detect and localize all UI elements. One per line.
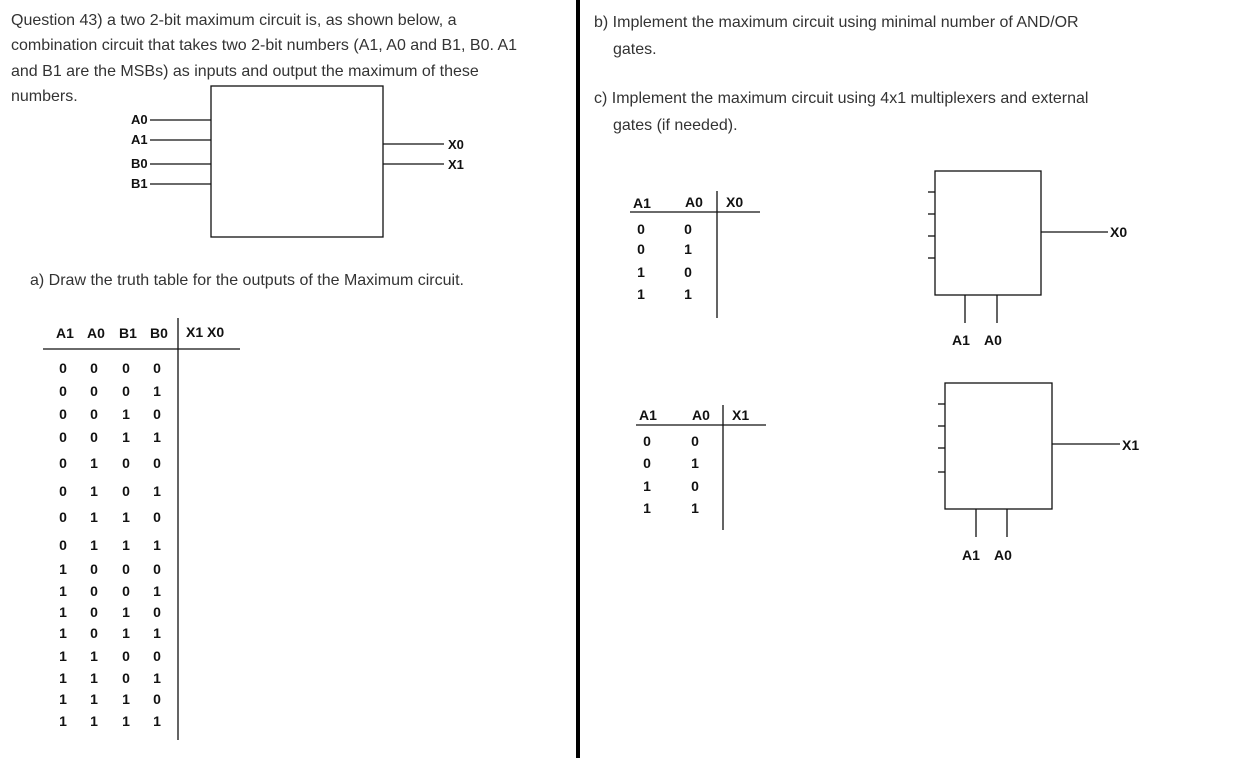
mux-x0-block bbox=[935, 171, 1041, 295]
truth-table-cell: 0 bbox=[153, 455, 161, 471]
truth-table-cell: 0 bbox=[90, 360, 98, 376]
label-x1: X1 bbox=[448, 157, 464, 172]
label-a0: A0 bbox=[131, 112, 148, 127]
truth-table-cell: 1 bbox=[122, 406, 130, 422]
truth-table-cell: 1 bbox=[59, 561, 67, 577]
mux-x0-table-cell: 1 bbox=[684, 241, 692, 257]
tt-header-a1: A1 bbox=[56, 325, 74, 341]
truth-table-cell: 1 bbox=[122, 604, 130, 620]
truth-table-cell: 0 bbox=[153, 360, 161, 376]
truth-table-cell: 0 bbox=[122, 455, 130, 471]
truth-table-cell: 1 bbox=[153, 583, 161, 599]
mux-x0-table-cell: 1 bbox=[637, 286, 645, 302]
truth-table-cell: 1 bbox=[59, 583, 67, 599]
max-circuit-block bbox=[211, 86, 383, 237]
truth-table-cell: 1 bbox=[90, 509, 98, 525]
mux-x0-header-a0: A0 bbox=[685, 194, 703, 210]
truth-table-cell: 0 bbox=[153, 561, 161, 577]
mux-x1-table-cell: 1 bbox=[691, 455, 699, 471]
truth-table-cell: 1 bbox=[59, 713, 67, 729]
truth-table-cell: 0 bbox=[59, 406, 67, 422]
truth-table-cell: 1 bbox=[59, 648, 67, 664]
tt-header-a0: A0 bbox=[87, 325, 105, 341]
truth-table-cell: 1 bbox=[59, 691, 67, 707]
question-line-1: Question 43) a two 2-bit maximum circuit is, as shown below, a bbox=[11, 12, 457, 29]
part-b-line-2: gates. bbox=[613, 41, 657, 58]
truth-table-cell: 0 bbox=[59, 383, 67, 399]
truth-table-cell: 1 bbox=[59, 625, 67, 641]
mux-x1-header-a1: A1 bbox=[639, 407, 657, 423]
mux-x1-output-label: X1 bbox=[1122, 437, 1140, 453]
question-line-3: and B1 are the MSBs) as inputs and output the maximum of these bbox=[11, 62, 479, 80]
truth-table-cell: 1 bbox=[153, 383, 161, 399]
tt-header-b0: B0 bbox=[150, 325, 168, 341]
truth-table-cell: 1 bbox=[90, 537, 98, 553]
mux-x0-table-cell: 0 bbox=[684, 264, 692, 280]
part-b-line-1: b) Implement the maximum circuit using minimal number of AND/OR bbox=[594, 14, 1079, 31]
part-c-line-2: gates (if needed). bbox=[613, 117, 738, 134]
truth-table-cell: 0 bbox=[122, 561, 130, 577]
part-c-line-1: c) Implement the maximum circuit using 4x1 multiplexers and external bbox=[594, 90, 1089, 107]
mux-x1-select-a1: A1 bbox=[962, 547, 980, 563]
label-a1: A1 bbox=[131, 132, 148, 147]
mux-x0-output-label: X0 bbox=[1110, 224, 1128, 240]
truth-table-cell: 0 bbox=[90, 429, 98, 445]
truth-table-cell: 0 bbox=[90, 625, 98, 641]
truth-table-cell: 1 bbox=[153, 429, 161, 445]
truth-table-cell: 1 bbox=[90, 648, 98, 664]
truth-table-cell: 0 bbox=[122, 383, 130, 399]
truth-table-cell: 0 bbox=[59, 537, 67, 553]
truth-table-cell: 0 bbox=[153, 406, 161, 422]
truth-table-cell: 0 bbox=[122, 483, 130, 499]
truth-table-cell: 1 bbox=[59, 604, 67, 620]
mux-x0-table-cell: 1 bbox=[684, 286, 692, 302]
truth-table-cell: 1 bbox=[122, 691, 130, 707]
truth-table-cell: 1 bbox=[153, 713, 161, 729]
truth-table-cell: 1 bbox=[90, 483, 98, 499]
mux-x1-block bbox=[945, 383, 1052, 509]
label-b1: B1 bbox=[131, 176, 148, 191]
truth-table-cell: 0 bbox=[59, 509, 67, 525]
truth-table-cell: 1 bbox=[122, 429, 130, 445]
mux-x0-header-a1: A1 bbox=[633, 195, 651, 211]
truth-table-cell: 0 bbox=[90, 583, 98, 599]
truth-table-cell: 1 bbox=[122, 509, 130, 525]
truth-table-cell: 1 bbox=[122, 537, 130, 553]
question-line-4: numbers. bbox=[11, 87, 78, 105]
truth-table-cell: 1 bbox=[90, 670, 98, 686]
label-x0: X0 bbox=[448, 137, 464, 152]
truth-table-cell: 0 bbox=[90, 406, 98, 422]
truth-table-cell: 0 bbox=[90, 383, 98, 399]
truth-table-cell: 0 bbox=[122, 360, 130, 376]
mux-x0-table-cell: 1 bbox=[637, 264, 645, 280]
truth-table-cell: 0 bbox=[59, 360, 67, 376]
question-line-2: combination circuit that takes two 2-bit numbers (A1, A0 and B1, B0. A1 bbox=[11, 37, 518, 55]
truth-table-cell: 0 bbox=[59, 483, 67, 499]
mux-x0-table-cell: 0 bbox=[637, 241, 645, 257]
truth-table-cell: 1 bbox=[153, 537, 161, 553]
mux-x1-table-cell: 0 bbox=[643, 433, 651, 449]
tt-header-b1: B1 bbox=[119, 325, 137, 341]
truth-table-cell: 0 bbox=[122, 648, 130, 664]
truth-table-cell: 1 bbox=[90, 691, 98, 707]
mux-x0-header-output: X0 bbox=[726, 194, 744, 210]
truth-table-cell: 0 bbox=[90, 604, 98, 620]
truth-table-cell: 0 bbox=[59, 429, 67, 445]
truth-table-cell: 1 bbox=[59, 670, 67, 686]
mux-x0-table-cell: 0 bbox=[637, 221, 645, 237]
part-a-text: a) Draw the truth table for the outputs of the Maximum circuit. bbox=[30, 272, 464, 289]
mux-x1-header-a0: A0 bbox=[692, 407, 710, 423]
truth-table-cell: 1 bbox=[153, 625, 161, 641]
mux-x1-table-cell: 1 bbox=[643, 478, 651, 494]
truth-table-cell: 0 bbox=[59, 455, 67, 471]
truth-table-cell: 1 bbox=[90, 455, 98, 471]
truth-table-cell: 1 bbox=[122, 625, 130, 641]
truth-table-cell: 0 bbox=[122, 670, 130, 686]
label-b0: B0 bbox=[131, 156, 148, 171]
mux-x1-select-a0: A0 bbox=[994, 547, 1012, 563]
mux-x1-table-cell: 0 bbox=[643, 455, 651, 471]
mux-x1-table-cell: 1 bbox=[643, 500, 651, 516]
truth-table-cell: 0 bbox=[153, 691, 161, 707]
truth-table-cell: 0 bbox=[90, 561, 98, 577]
mux-x0-select-a1: A1 bbox=[952, 332, 970, 348]
mux-x1-table-cell: 1 bbox=[691, 500, 699, 516]
truth-table-cell: 1 bbox=[122, 713, 130, 729]
truth-table-cell: 0 bbox=[122, 583, 130, 599]
truth-table-cell: 0 bbox=[153, 604, 161, 620]
mux-x0-select-a0: A0 bbox=[984, 332, 1002, 348]
truth-table-cell: 1 bbox=[90, 713, 98, 729]
truth-table-cell: 1 bbox=[153, 483, 161, 499]
truth-table-cell: 0 bbox=[153, 509, 161, 525]
truth-table-cell: 1 bbox=[153, 670, 161, 686]
tt-header-output: X1 X0 bbox=[186, 324, 225, 340]
mux-x1-header-output: X1 bbox=[732, 407, 750, 423]
truth-table-cell: 0 bbox=[153, 648, 161, 664]
mux-x0-table-cell: 0 bbox=[684, 221, 692, 237]
mux-x1-table-cell: 0 bbox=[691, 433, 699, 449]
mux-x1-table-cell: 0 bbox=[691, 478, 699, 494]
